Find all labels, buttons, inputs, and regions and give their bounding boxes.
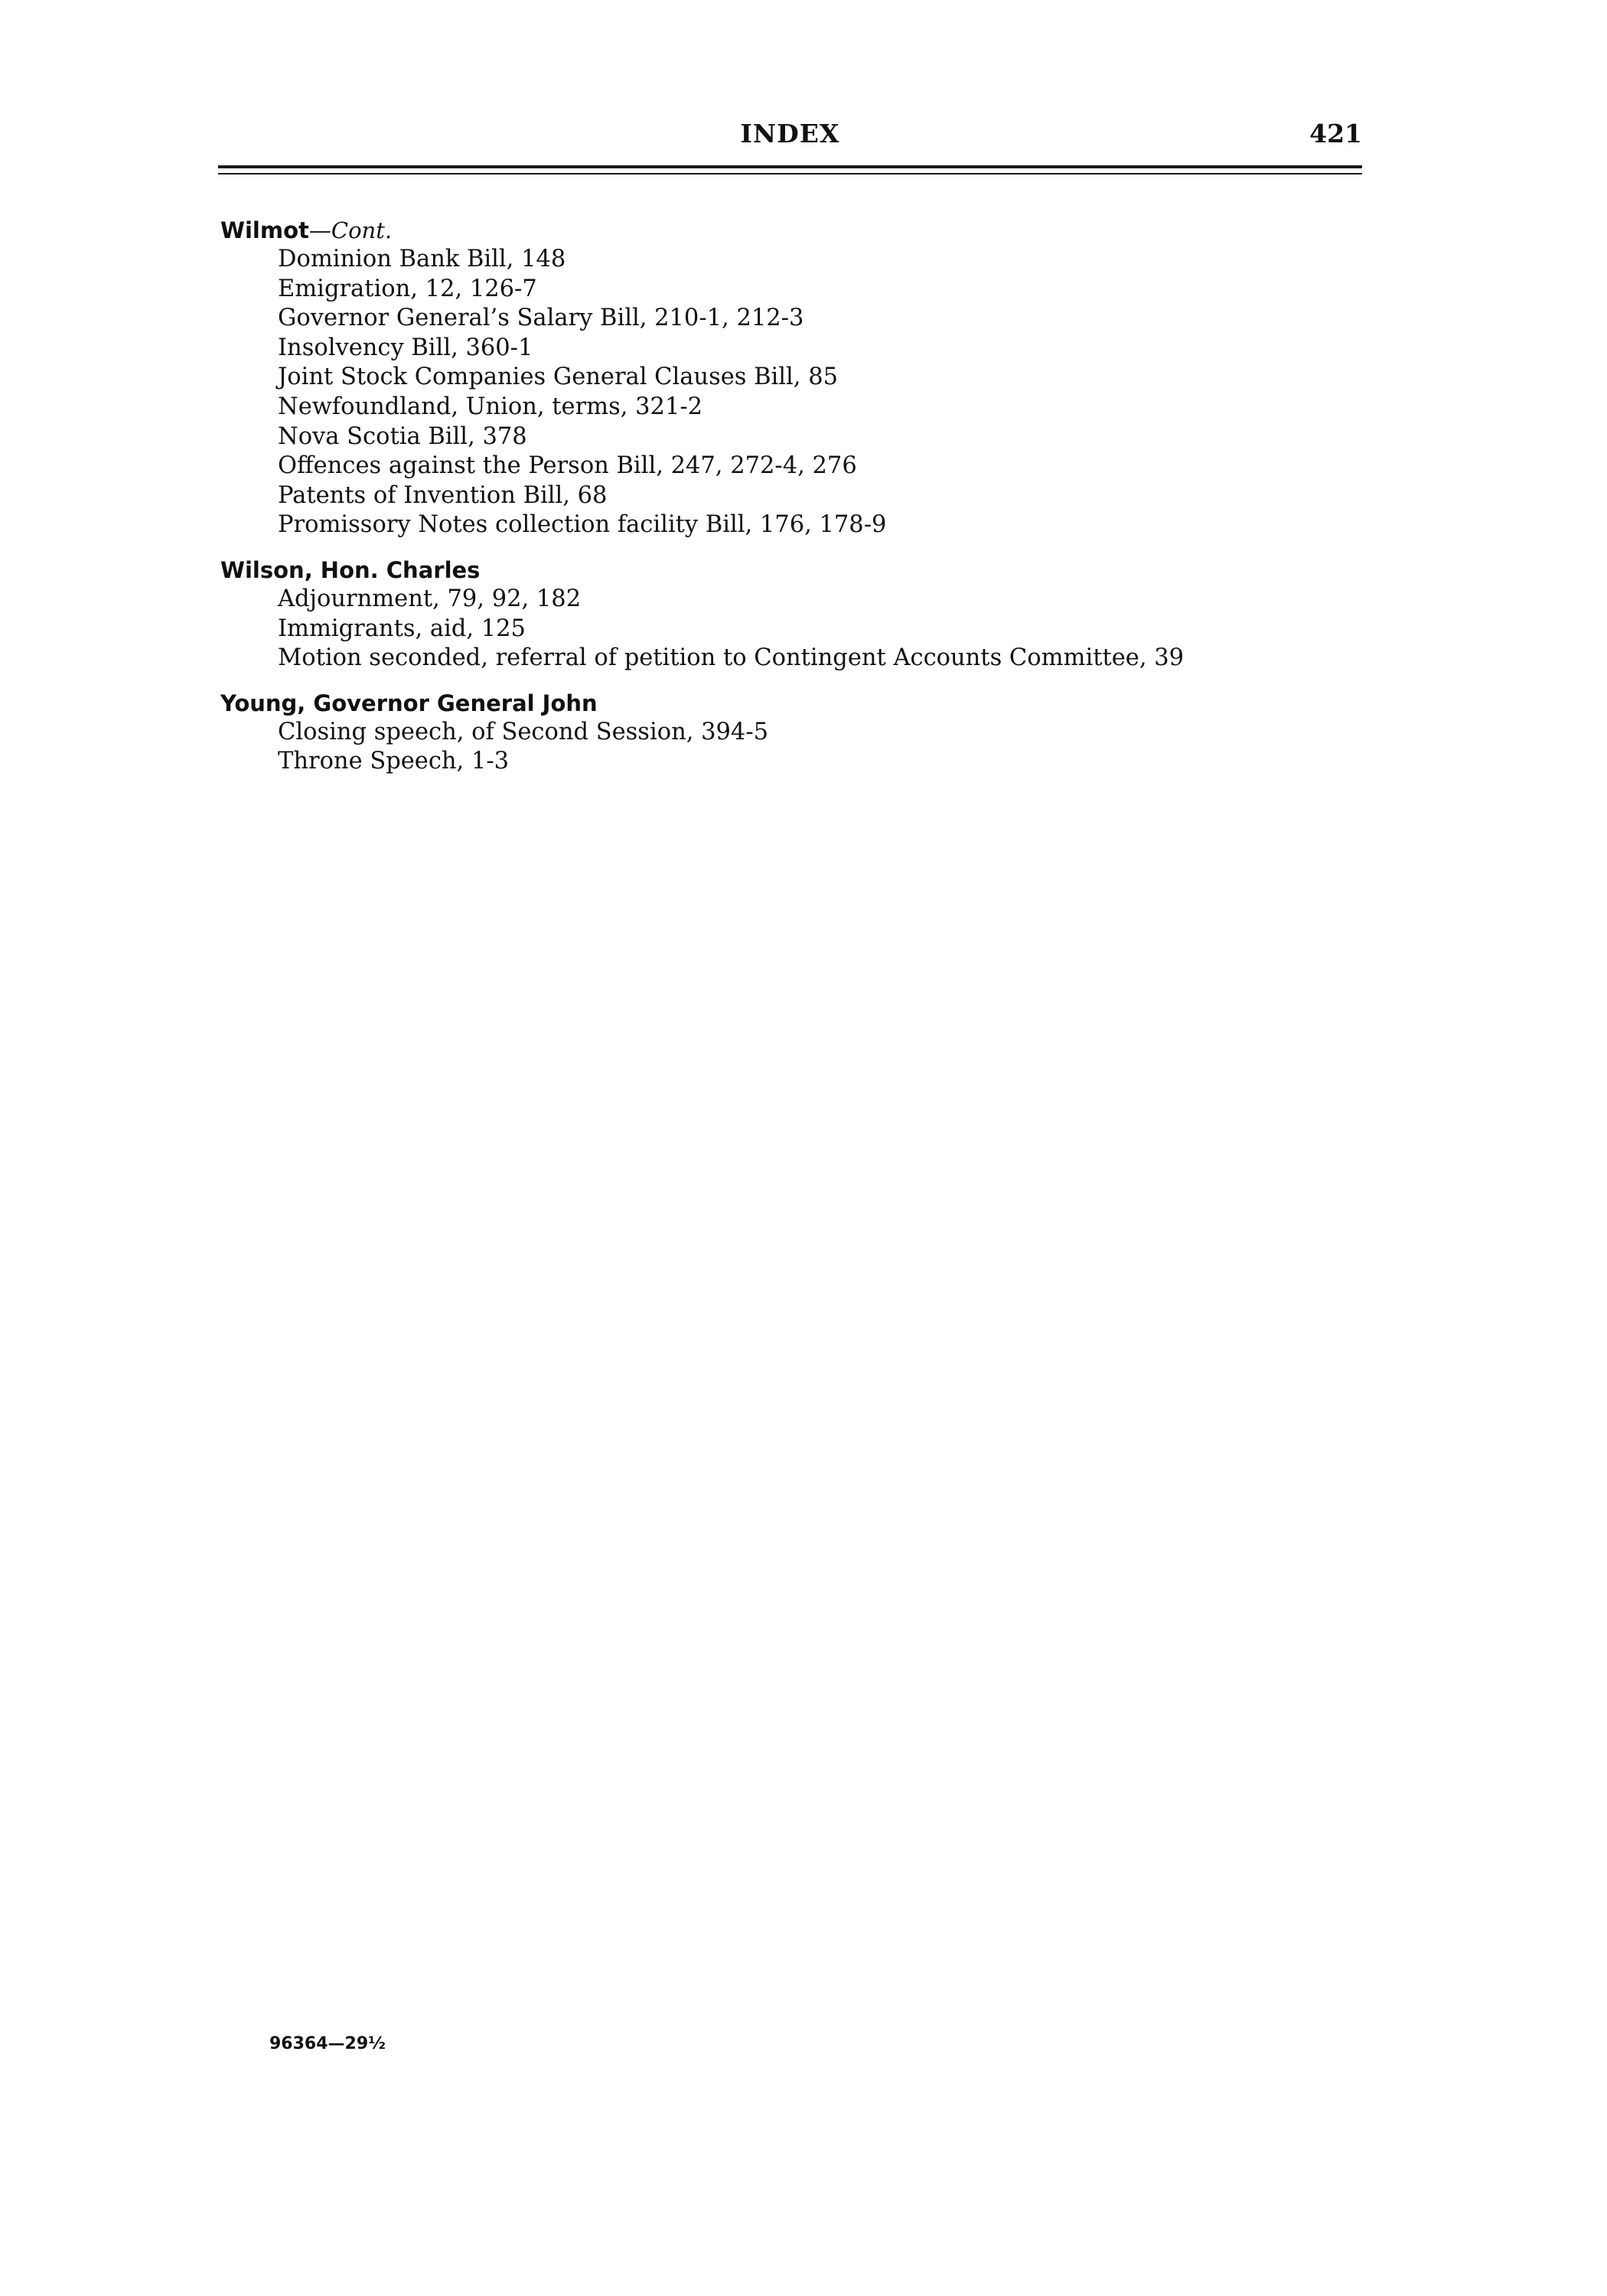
entry-heading <box>220 689 1361 718</box>
index-entry-wilmot <box>220 216 1361 540</box>
subentry: Throne Speech, 1-3 <box>278 748 510 775</box>
index-entry-wilson <box>220 556 1361 673</box>
subentry: Closing speech, of Second Session, 394-5 <box>278 718 769 745</box>
header-rule-thick <box>218 165 1362 168</box>
entry-name: Wilson, Hon. Charles <box>220 556 481 583</box>
subentry: Dominion Bank Bill, 148 <box>278 246 566 272</box>
entry-heading <box>220 556 1361 585</box>
entry-name: Wilmot <box>220 217 309 243</box>
entry-heading <box>220 216 1361 245</box>
subentry: Patents of Invention Bill, 68 <box>278 481 608 509</box>
index-list <box>220 216 1361 792</box>
index-entry-young <box>220 689 1361 777</box>
subentry: Newfoundland, Union, terms, 321-2 <box>278 393 703 420</box>
entry-continuation: —Cont. <box>308 217 393 243</box>
subentry: Insolvency Bill, 360-1 <box>278 334 533 361</box>
subentry: Nova Scotia Bill, 378 <box>278 422 527 450</box>
subentry: Adjournment, 79, 92, 182 <box>278 585 582 612</box>
entry-name: Young, Governor General John <box>220 690 598 716</box>
running-header <box>218 119 1362 157</box>
header-title: INDEX <box>740 119 840 148</box>
subentry: Offences against the Person Bill, 247, 272-4, 276 <box>278 452 857 480</box>
subentry: Emigration, 12, 126-7 <box>278 275 537 302</box>
subentry: Immigrants, aid, 125 <box>278 615 526 642</box>
printer-signature-code: 96364—29½ <box>269 2034 386 2053</box>
header-rule-thin <box>218 173 1362 174</box>
subentry: Governor General’s Salary Bill, 210-1, 212-3 <box>278 305 804 332</box>
subentry: Promissory Notes collection facility Bill, 176, 178-9 <box>278 511 887 539</box>
page-number: 421 <box>1309 119 1362 148</box>
subentry: Joint Stock Companies General Clauses Bill, 85 <box>278 364 838 391</box>
subentry: Motion seconded, referral of petition to Contingent Accounts Committee, 39 <box>278 644 1185 672</box>
